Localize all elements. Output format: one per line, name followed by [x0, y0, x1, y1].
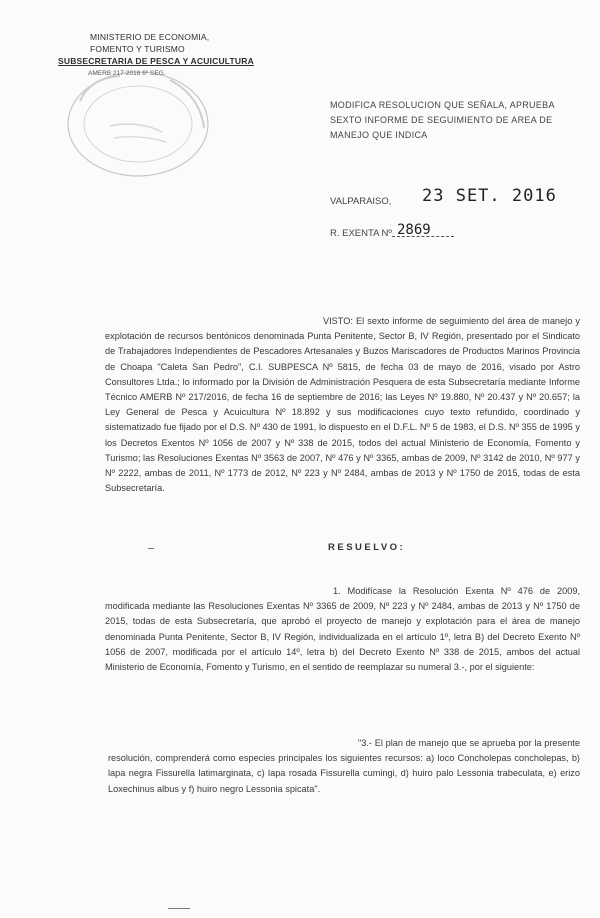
resolution-number: 2869: [397, 222, 431, 238]
footer-mark: [168, 908, 190, 909]
resolution-label: R. EXENTA Nº: [330, 228, 392, 239]
document-subject: MODIFICA RESOLUCION QUE SEÑALA, APRUEBA SEXTO INFORME DE SEGUIMIENTO DE AREA DE MANEJO QUE INDICA: [330, 100, 555, 140]
official-stamp: [50, 66, 226, 184]
resuelvo-heading: RESUELVO:: [328, 542, 406, 553]
margin-mark: [148, 548, 154, 549]
quoted-numeral-3: "3.- El plan de manejo que se aprueba por la presente resolución, comprenderá como especies principales los siguientes recursos: a) loco Concholepas concholepas, b) lapa negra Fissurella latimarginata, c) lapa rosada Fissurella cumingi, d) huiro palo Lessonia trabeculata, e) erizo Loxechinus albus y f) huiro negro Lessonia spicata".: [108, 738, 580, 794]
resolution-date: 23 SET. 2016: [422, 186, 557, 206]
ministry-subname: FOMENTO Y TURISMO: [90, 44, 185, 54]
article-1-paragraph: 1. Modifícase la Resolución Exenta Nº 476 de 2009, modificada mediante las Resoluciones Exentas Nº 3365 de 2009, Nº 223 y Nº 2484, ambas de 2013 y Nº 1750 de 2015, todas de esta Subsecretaría, que aprobó el proyecto de manejo y explotación para el área de manejo denominada Punta Penitente, Sector B, IV Región, individualizada en el artículo 1º, letra B) del Decreto Exento Nº 1056 de 2007, modificada por el artículo 14º, letra b) del Decreto Exento Nº 338 de 2015, ambos del actual Ministerio de Economía, Fomento y Turismo, en el sentido de reemplazar su numeral 3.-, por el siguiente:: [105, 586, 580, 673]
subsecretaria-name: SUBSECRETARIA DE PESCA Y ACUICULTURA: [58, 56, 254, 66]
visto-paragraph: VISTO: El sexto informe de seguimiento del área de manejo y explotación de recursos bentónicos denominada Punta Penitente, Sector B, IV Región, presentado por el Sindicato de Trabajadores Independientes de Pescadores Artesanales y Buzos Mariscadores de Productos Marinos Provincia de Choapa "Caleta San Pedro", C.I. SUBPESCA Nº 5815, de fecha 03 de mayo de 2016, visado por Astro Consultores Ltda.; lo informado por la División de Administración Pesquera de esta Subsecretaría mediante Informe Técnico AMERB Nº 217/2016, de fecha 16 de septiembre de 2016; las Leyes Nº 19.880, Nº 20.437 y Nº 20.657; la Ley General de Pesca y Acuicultura Nº 18.892 y sus modificaciones cuyo texto refundido, coordinado y sistematizado fue fijado por el D.S. Nº 430 de 1991, lo dispuesto en el D.F.L. Nº 5 de 1983, el D.S. Nº 355 de 1995 y los Decretos Exentos Nº 1056 de 2007 y Nº 338 de 2015, todos del actual Ministerio de Economía, Fomento y Turismo; las Resoluciones Exentas Nº 3563 de 2007, Nº 476 y Nº 3365, ambas de 2009, Nº 3142 de 2010, Nº 977 y Nº 2222, ambas de 2011, Nº 1773 de 2012, Nº 223 y Nº 2484, ambas de 2013 y Nº 1750 de 2015, todas de esta Subsecretaría.: [105, 316, 580, 494]
ministry-name: MINISTERIO DE ECONOMIA,: [90, 32, 210, 42]
reference-code: AMERB 217-2016 6º SEG.: [88, 70, 166, 77]
city-label: VALPARAISO,: [330, 196, 392, 207]
